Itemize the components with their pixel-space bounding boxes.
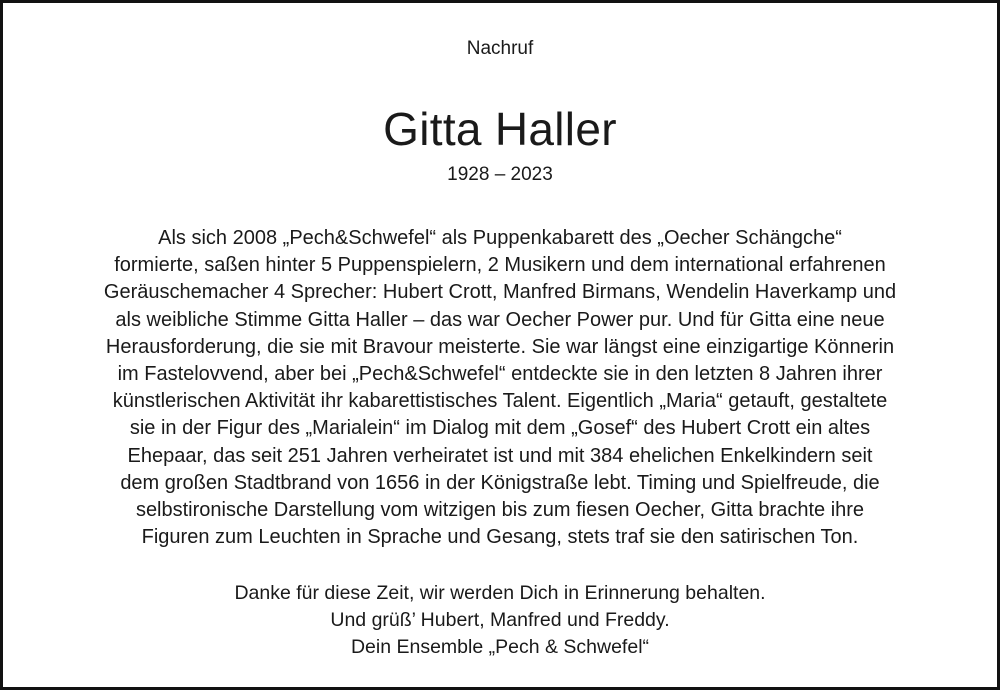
body-line: künstlerischen Aktivität ihr kabarettistisches Talent. Eigentlich „Maria“ getauft, gestaltete [112,390,888,413]
deceased-name: Gitta Haller [383,103,617,155]
body-line: Als sich 2008 „Pech&Schwefel“ als Puppenkabarett des „Oecher Schängche“ [158,227,842,249]
obituary-body [3,225,997,551]
body-line: Herausforderung, die sie mit Bravour meisterte. Sie war längst eine einzigartige Könnerin [105,335,895,358]
body-line: selbstironische Darstellung vom witzigen bis zum fiesen Oecher, Gitta brachte ihre [135,499,865,522]
obituary-notice [3,3,997,687]
body-line: im Fastelovvend, aber bei „Pech&Schwefel“ entdeckte sie in den letzten 8 Jahren ihrer [117,363,883,386]
notice-label: Nachruf [466,38,534,59]
body-line: Figuren zum Leuchten in Sprache und Gesang, stets traf sie den satirischen Ton. [141,526,859,549]
closing-line: Danke für diese Zeit, wir werden Dich in Erinnerung behalten. [234,582,766,604]
body-line: Ehepaar, das seit 251 Jahren verheiratet ist und mit 384 ehelichen Enkelkindern seit [127,444,873,467]
body-line: formierte, saßen hinter 5 Puppenspielern, 2 Musikern und dem international erfahrenen [114,254,886,277]
body-line: Geräuschemacher 4 Sprecher: Hubert Crott, Manfred Birmans, Wendelin Haverkamp und [103,281,897,304]
body-line: dem großen Stadtbrand von 1656 in der Königstraße lebt. Timing und Spielfreude, die [120,471,880,494]
closing-message [3,580,997,661]
body-line: als weibliche Stimme Gitta Haller – das war Oecher Power pur. Und für Gitta eine neue [115,308,885,331]
life-dates: 1928 – 2023 [447,164,553,185]
signature-line: Dein Ensemble „Pech & Schwefel“ [350,636,650,658]
body-line: sie in der Figur des „Marialein“ im Dialog mit dem „Gosef“ des Hubert Crott ein altes [129,417,871,440]
closing-line: Und grüß’ Hubert, Manfred und Freddy. [330,609,670,631]
